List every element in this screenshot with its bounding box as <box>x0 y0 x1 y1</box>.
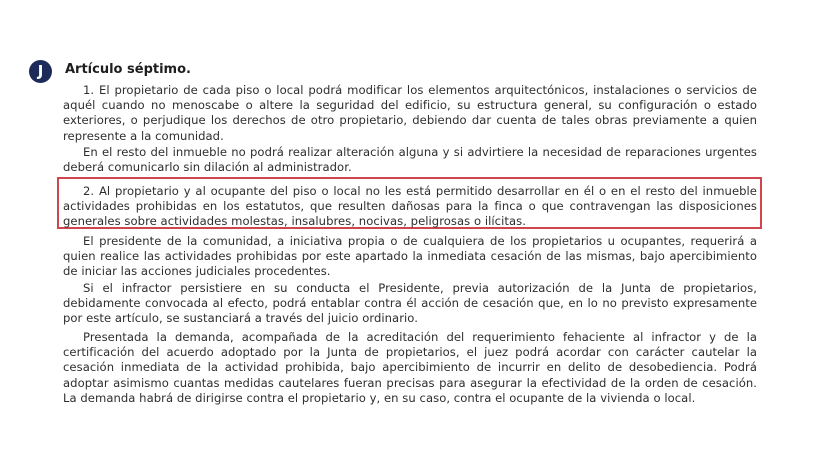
article-title: Artículo séptimo. <box>65 62 191 77</box>
paragraph-1: 1. El propietario de cada piso o local podrá modificar los elementos arquitectónicos, instalaciones o servicios de aquél cuando no menoscabe o altere la seguridad del edificio, su estructura general, su configuración o estado exteriores, o perjudique los derechos de otro propietario, debiendo dar cuenta de tales obras previamente a quien represente a la comunidad. <box>63 83 757 143</box>
paragraph-3-highlighted: 2. Al propietario y al ocupante del piso o local no les está permitido desarrollar en él o en el resto del inmueble actividades prohibidas en los estatutos, que resulten dañosas para la finca o que contravengan las disposiciones generales sobre actividades molestas, insalubres, nocivas, peligrosas o ilícitas. <box>63 184 757 229</box>
letter-j-badge-icon: J <box>29 60 52 83</box>
paragraph-2: En el resto del inmueble no podrá realizar alteración alguna y si advirtiere la necesidad de reparaciones urgentes deberá comunicarlo sin dilación al administrador. <box>63 145 757 175</box>
paragraph-4: El presidente de la comunidad, a iniciativa propia o de cualquiera de los propietarios u ocupantes, requerirá a quien realice las actividades prohibidas por este apartado la inmediata cesación de las mismas, bajo apercibimiento de iniciar las acciones judiciales procedentes. <box>63 234 757 279</box>
paragraph-5: Si el infractor persistiere en su conducta el Presidente, previa autorización de la Junta de propietarios, debidamente convocada al efecto, podrá entablar contra él acción de cesación que, en lo no previsto expresamente por este artículo, se sustanciará a través del juicio ordinario. <box>63 281 757 326</box>
paragraph-6: Presentada la demanda, acompañada de la acreditación del requerimiento fehaciente al infractor y de la certificación del acuerdo adoptado por la Junta de propietarios, el juez podrá acordar con carácter cautelar la cesación inmediata de la actividad prohibida, bajo apercibimiento de incurrir en delito de desobediencia. Podrá adoptar asimismo cuantas medidas cautelares fueran precisas para asegurar la efectividad de la orden de cesación. La demanda habrá de dirigirse contra el propietario y, en su caso, contra el ocupante de la vivienda o local. <box>63 330 757 405</box>
